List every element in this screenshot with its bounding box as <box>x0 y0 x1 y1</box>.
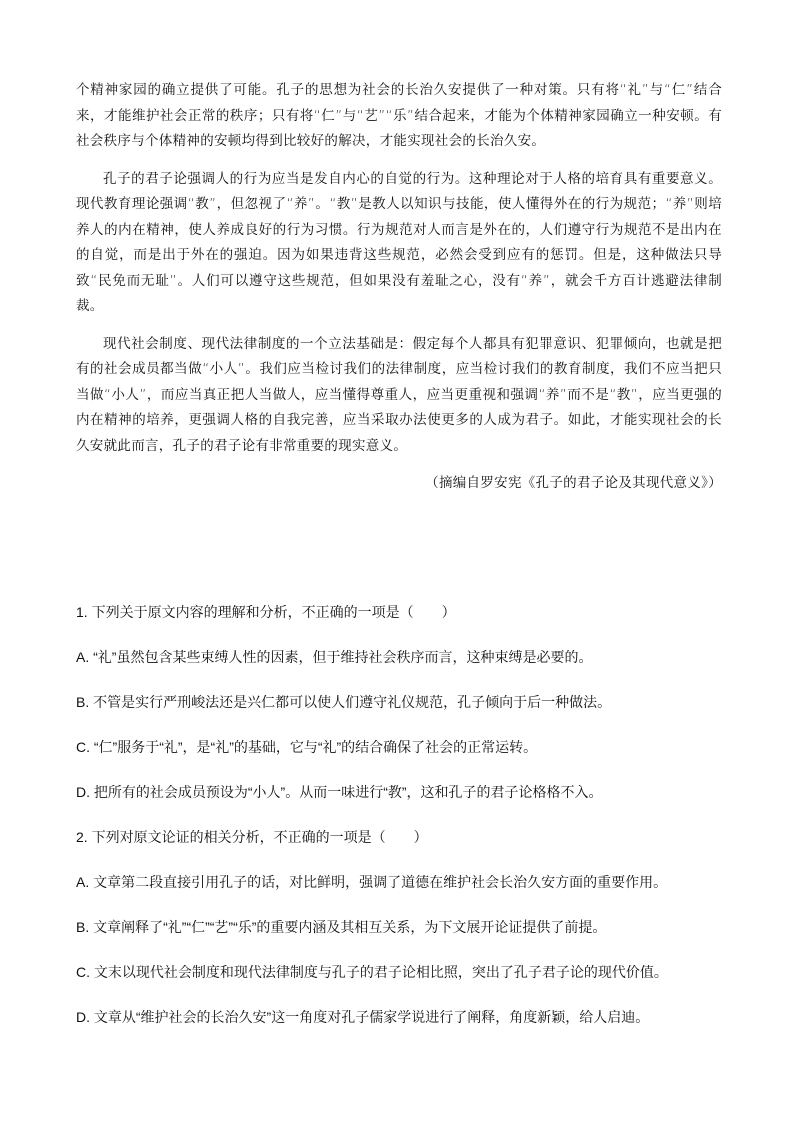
question-1-option-d: D. 把所有的社会成员预设为“小人”。从而一味进行“教”，这和孔子的君子论格格不入。 <box>76 784 603 800</box>
question-1-option-b: B. 不管是实行严刑峻法还是兴仁都可以使人们遵守礼仪规范，孔子倾向于后一种做法。 <box>76 694 612 710</box>
question-2-stem: 2. 下列对原文论证的相关分析，不正确的一项是（ ） <box>76 829 428 845</box>
reading-passage <box>76 78 722 497</box>
question-1-option-c: C. “仁”服务于“礼”，是“礼”的基础，它与“礼”的结合确保了社会的正常运转。 <box>76 739 538 755</box>
question-1-option-a: A. “礼”虽然包含某些束缚人性的因素，但于维持社会秩序而言，这种束缚是必要的。 <box>76 649 593 665</box>
question-2-option-a: A. 文章第二段直接引用孔子的话，对比鲜明，强调了道德在维护社会长治久安方面的重要作用。 <box>76 874 668 890</box>
question-1 <box>76 600 726 825</box>
question-list <box>76 600 726 1050</box>
question-1-stem: 1. 下列关于原文内容的理解和分析，不正确的一项是（ ） <box>76 604 456 620</box>
question-2 <box>76 825 726 1050</box>
passage-paragraph-3: 现代社会制度、现代法律制度的一个立法基础是：假定每个人都具有犯罪意识、犯罪倾向，也就是把有的社会成员都当做“小人”。我们应当检讨我们的法律制度，应当检讨我们的教育制度，我们不应当把只当做“小人”，而应当真正把人当做人，应当懂得尊重人，应当更重视和强调“养”而不是“教”，应当更强的内在精神的培养，更强调人格的自我完善，应当采取办法使更多的人成为君子。如此，才能实现社会的长久安就此而言，孔子的君子论有非常重要的现实意义。 <box>76 335 722 454</box>
question-2-option-b: B. 文章阐释了“礼”“仁”“艺”“乐”的重要内涵及其相互关系，为下文展开论证提供了前提。 <box>76 919 607 935</box>
question-2-option-c: C. 文末以现代社会制度和现代法律制度与孔子的君子论相比照，突出了孔子君子论的现代价值。 <box>76 964 668 980</box>
passage-source: （摘编自罗安宪《孔子的君子论及其现代意义》） <box>425 475 722 491</box>
question-2-option-d: D. 文章从“维护社会的长治久安”这一角度对孔子儒家学说进行了阐释，角度新颖，给人启迪。 <box>76 1009 650 1025</box>
passage-paragraph-2: 孔子的君子论强调人的行为应当是发自内心的自觉的行为。这种理论对于人格的培育具有重要意义。现代教育理论强调“教”，但忽视了“养”。“教”是教人以知识与技能，使人懂得外在的行为规范；“养”则培养人的内在精神，使人养成良好的行为习惯。行为规范对人而言是外在的，人们遵守行为规范不是出内在的自觉，而是出于外在的强迫。因为如果违背这些规范，必然会受到应有的惩罚。但是，这种做法只导致“民免而无耻”。人们可以遵守这些规范，但如果没有羞耻之心，没有“养”，就会千方百计逃避法律制裁。 <box>76 170 722 314</box>
passage-paragraph-1: 个精神家园的确立提供了可能。孔子的思想为社会的长治久安提供了一种对策。只有将“礼”与“仁”结合来，才能维护社会正常的秩序；只有将“仁”与“艺”“乐”结合起来，才能为个体精神家园确立一种安顿。有社会秩序与个体精神的安顿均得到比较好的解决，才能实现社会的长治久安。 <box>76 82 722 149</box>
